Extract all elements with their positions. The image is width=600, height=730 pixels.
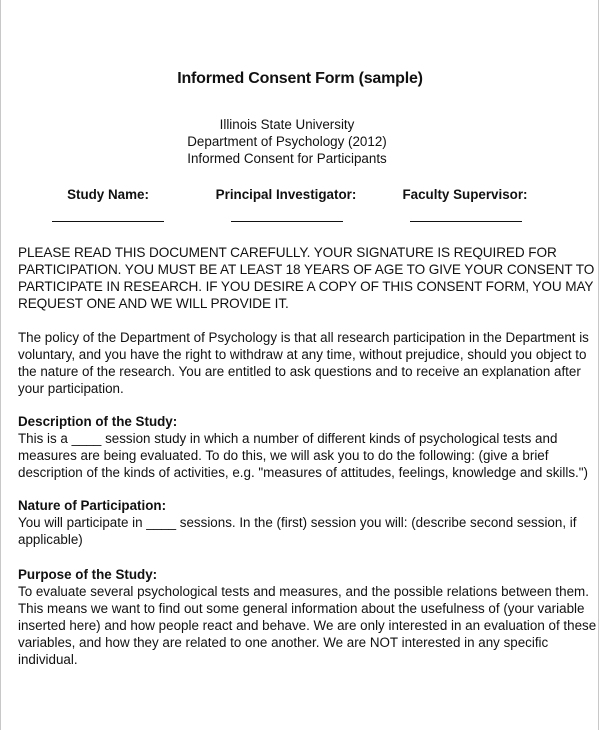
policy-line: voluntary, and you have the right to withdraw at any time, without prejudice, should you object to — [18, 347, 587, 362]
description-line: measures are being evaluated. To do this, we will ask you to do the following: (give a brief — [18, 448, 549, 463]
notice-line: PLEASE READ THIS DOCUMENT CAREFULLY. YOUR SIGNATURE IS REQUIRED FOR — [18, 245, 557, 260]
participation-line: You will participate in ____ sessions. In the (first) session you will: (describe second session, if — [18, 515, 577, 530]
participation-heading: Nature of Participation: — [18, 498, 167, 513]
participation-section — [18, 497, 588, 548]
study-name-blank[interactable] — [52, 221, 164, 222]
notice-line: REQUEST ONE AND WE WILL PROVIDE IT. — [18, 296, 289, 311]
description-line: This is a ____ session study in which a number of different kinds of psychological tests and — [18, 431, 558, 446]
policy-line: your participation. — [18, 381, 124, 396]
university-name: Illinois State University — [219, 117, 355, 132]
purpose-line: This means we want to find out some general information about the usefulness of (your variable — [18, 601, 585, 616]
document-subtitle: Informed Consent for Participants — [187, 151, 387, 166]
notice-line: PARTICIPATE IN RESEARCH. IF YOU DESIRE A COPY OF THIS CONSENT FORM, YOU MAY — [18, 279, 594, 294]
description-section — [18, 413, 588, 481]
notice-line: PARTICIPATION. YOU MUST BE AT LEAST 18 YEARS OF AGE TO GIVE YOUR CONSENT TO — [18, 262, 595, 277]
principal-investigator-blank[interactable] — [231, 221, 343, 222]
faculty-supervisor-label: Faculty Supervisor: — [402, 187, 528, 202]
study-name-label: Study Name: — [67, 187, 149, 202]
purpose-line: variables, and how they are related to one another. We are NOT interested in any specific — [18, 635, 549, 650]
purpose-heading: Purpose of the Study: — [18, 567, 158, 582]
description-heading: Description of the Study: — [18, 414, 178, 429]
purpose-line: inserted here) and how people react and behave. We are only interested in an evaluation of these — [18, 618, 597, 633]
policy-paragraph — [18, 329, 588, 397]
description-line: description of the kinds of activities, e.g. "measures of attitudes, feelings, knowledge and skills.") — [18, 465, 588, 480]
principal-investigator-label: Principal Investigator: — [215, 187, 357, 202]
consent-notice — [18, 244, 595, 312]
purpose-section — [18, 566, 597, 668]
department-name: Department of Psychology (2012) — [187, 134, 387, 149]
policy-line: The policy of the Department of Psychology is that all research participation in the Department is — [18, 330, 589, 345]
policy-line: the nature of the research. You are entitled to ask questions and to receive an explanation after — [18, 364, 581, 379]
purpose-line: To evaluate several psychological tests and measures, and the possible relations between them. — [18, 584, 589, 599]
participation-line: applicable) — [18, 532, 83, 547]
document-title: Informed Consent Form (sample) — [177, 70, 423, 87]
faculty-supervisor-blank[interactable] — [410, 221, 522, 222]
purpose-line: individual. — [18, 652, 78, 667]
